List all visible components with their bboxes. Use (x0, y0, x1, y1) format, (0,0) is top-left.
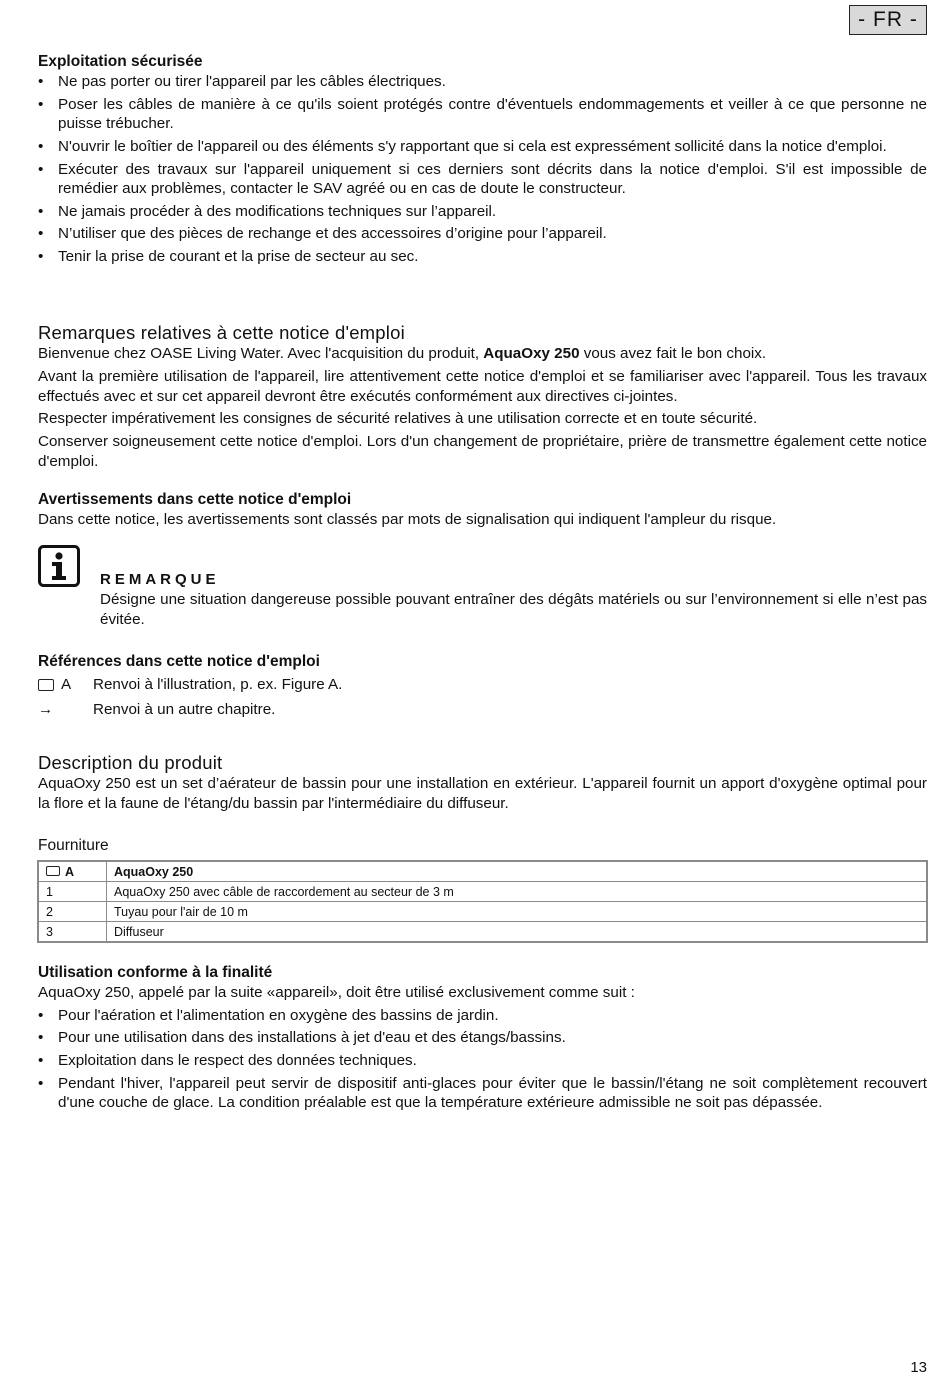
remarks-section (38, 322, 927, 474)
reference-text: Renvoi à un autre chapitre. (93, 701, 276, 718)
warnings-title: Avertissements dans cette notice d'emploi (38, 491, 352, 508)
references-title: Références dans cette notice d'emploi (38, 653, 320, 670)
language-badge: - FR - (849, 5, 927, 35)
table-cell: Diffuseur (107, 922, 927, 942)
table-cell: 3 (39, 922, 107, 942)
product-title: Description du produit (38, 752, 223, 773)
figure-box-icon (38, 679, 54, 691)
table-header-row (39, 862, 927, 882)
product-text: AquaOxy 250 est un set d’aérateur de bassin pour une installation en extérieur. L'appareil fournit un apport d'oxygène optimal pour la flore et la faune de l'étang/du bassin par l'intermédiaire du diffuseur. (38, 775, 927, 812)
remarks-paragraph-1: Bienvenue chez OASE Living Water. Avec l'acquisition du produit, AquaOxy 250 vous avez fait le bon choix. (38, 345, 767, 362)
table-cell: AquaOxy 250 avec câble de raccordement au secteur de 3 m (107, 882, 927, 902)
remarks-paragraph-4: Conserver soigneusement cette notice d'emploi. Lors d'un changement de propriétaire, prière de transmettre également cette notice d'emploi. (38, 432, 927, 470)
list-item: • Pendant l'hiver, l'appareil peut servir de dispositif anti-glaces pour éviter que le bassin/l'étang ne soit complètement recouvert d'une couche de glace. La condition préalable est que la température extérieure admissible ne soit pas dépassée. (38, 1074, 927, 1112)
table-cell: 1 (39, 882, 107, 902)
warnings-text: Dans cette notice, les avertissements sont classés par mots de signalisation qui indiquent l'ampleur du risque. (38, 511, 777, 528)
usage-intro: AquaOxy 250, appelé par la suite «appareil», doit être utilisé exclusivement comme suit : (38, 984, 635, 1001)
safety-section (38, 52, 927, 270)
list-item: • Pour l'aération et l'alimentation en oxygène des bassins de jardin. (38, 1006, 499, 1024)
list-item: • Pour une utilisation dans des installations à jet d'eau et des étangs/bassins. (38, 1029, 566, 1047)
table-header-cell: A (39, 862, 107, 882)
supply-section (38, 836, 927, 942)
list-item: • N'ouvrir le boîtier de l'appareil ou des éléments s'y rapportant que si cela est expressément sollicité dans la notice d'emploi. (38, 137, 887, 155)
usage-section (38, 963, 927, 1116)
reference-symbol: A (38, 674, 93, 696)
reference-row-chapter (38, 699, 927, 721)
safety-title: Exploitation sécurisée (38, 53, 203, 70)
usage-title: Utilisation conforme à la finalité (38, 964, 273, 981)
list-item: • Exploitation dans le respect des données techniques. (38, 1051, 417, 1069)
table-row (39, 882, 927, 902)
arrow-right-icon: → (38, 701, 54, 718)
reference-text: Renvoi à l'illustration, p. ex. Figure A. (93, 676, 343, 693)
list-item: • Exécuter des travaux sur l'appareil uniquement si ces derniers sont décrits dans la notice d'emploi. S'il est impossible de remédier aux problèmes, contacter le SAV agréé ou en cas de doute le constructeur. (38, 160, 927, 198)
safety-list (38, 72, 927, 267)
list-item: • Ne pas porter ou tirer l'appareil par les câbles électriques. (38, 73, 446, 90)
reference-row-figure (38, 674, 927, 696)
notice-body (100, 570, 927, 633)
page-number: 13 (910, 1359, 927, 1376)
remarks-title: Remarques relatives à cette notice d'emploi (38, 322, 405, 343)
notice-block (38, 545, 927, 635)
table-row (39, 922, 927, 942)
usage-list (38, 1006, 927, 1113)
product-section (38, 752, 927, 817)
table-header-cell: AquaOxy 250 (107, 862, 927, 882)
remarks-paragraph-3: Respecter impérativement les consignes de sécurité relatives à une utilisation correcte et en toute sécurité. (38, 410, 758, 427)
list-item: • Poser les câbles de manière à ce qu'ils soient protégés contre d'éventuels endommagements et veiller à ce que personne ne puisse trébucher. (38, 95, 927, 133)
figure-box-icon (46, 866, 60, 876)
info-icon (38, 545, 80, 587)
list-item: • Ne jamais procéder à des modifications techniques sur l’appareil. (38, 202, 497, 220)
list-item: • N’utiliser que des pièces de rechange et des accessoires d’origine pour l’appareil. (38, 225, 607, 243)
remarks-paragraph-2: Avant la première utilisation de l'appareil, lire attentivement cette notice d'emploi et se familiariser avec l'appareil. Tous les travaux effectués avec et sur cet appareil devront être exécutés conformément aux directives ci-jointes. (38, 367, 927, 405)
supply-table (38, 861, 927, 942)
supply-title: Fourniture (38, 837, 109, 854)
references-section (38, 652, 927, 724)
warnings-section (38, 490, 927, 533)
notice-text: Désigne une situation dangereuse possible pouvant entraîner des dégâts matériels ou sur l’environnement si elle n’est pas évitée. (100, 591, 927, 628)
list-item: • Tenir la prise de courant et la prise de secteur au sec. (38, 248, 419, 266)
table-row (39, 902, 927, 922)
notice-title: REMARQUE (100, 571, 220, 588)
table-cell: 2 (39, 902, 107, 922)
table-cell: Tuyau pour l'air de 10 m (107, 902, 927, 922)
